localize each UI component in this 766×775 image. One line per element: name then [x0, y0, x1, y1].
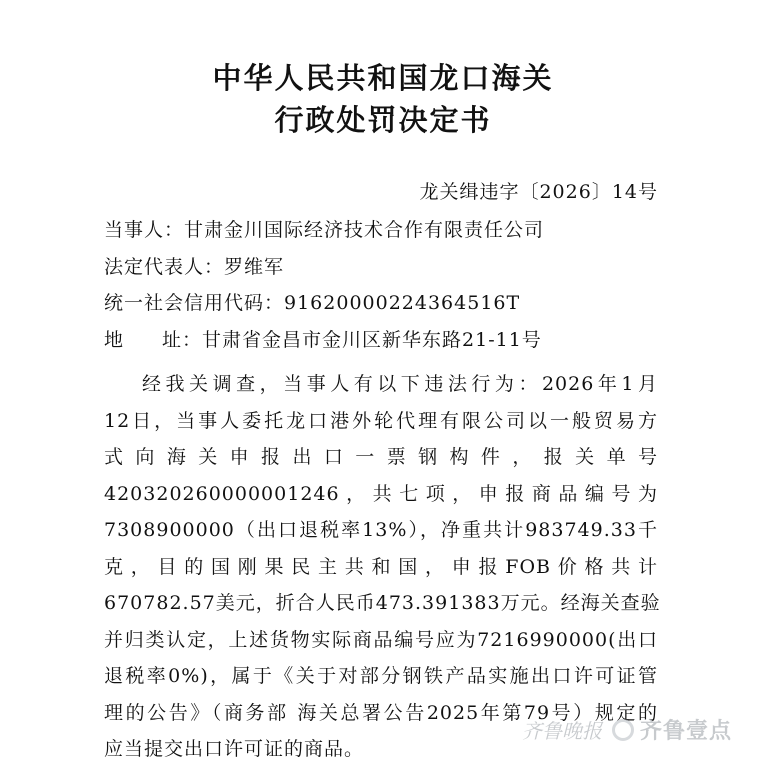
watermark [522, 714, 732, 745]
legal-representative: 法定代表人：罗维军 [104, 256, 285, 278]
watermark-right-text: 齐鲁壹点 [639, 719, 732, 744]
reference-number: 龙关缉违字〔2026〕14号 [419, 181, 658, 203]
address-label-1: 地 [104, 329, 125, 351]
paragraph-line: 克，目的国刚果民主共和国，申报FOB价格共计 [104, 555, 658, 578]
paragraph-line: 并归类认定，上述货物实际商品编号应为7216990000(出口 [104, 628, 658, 651]
paragraph-line: 7308900000（出口退税率13%），净重共计983749.33千 [104, 519, 658, 541]
watermark-left-text: 齐鲁晚报 [521, 719, 602, 743]
address-value: 址：甘肃省金昌市金川区新华东路21-11号 [162, 329, 542, 351]
paragraph-line: 式向海关申报出口一票钢构件，报关单号 [104, 446, 658, 468]
paragraph-line: 退税率0%)，属于《关于对部分钢铁产品实施出口许可证管 [104, 665, 658, 687]
paragraph-line: 经我关调查，当事人有以下违法行为：2026年1月 [142, 373, 658, 395]
paragraph-line: 670782.57美元，折合人民币473.391383万元。经海关查验 [104, 592, 661, 614]
paragraph-line: 理的公告》（商务部 海关总署公告2025年第79号）规定的 [104, 701, 658, 724]
paragraph-line: 应当提交出口许可证的商品。 [104, 738, 365, 760]
watermark-logo-icon [612, 719, 634, 741]
document-subtitle: 行政处罚决定书 [274, 103, 492, 137]
address [104, 325, 542, 355]
credit-code: 统一社会信用代码：91620000224364516T [104, 292, 521, 314]
paragraph-line: 12日，当事人委托龙口港外轮代理有限公司以一般贸易方 [104, 409, 658, 432]
party-name: 当事人：甘肃金川国际经济技术合作有限责任公司 [104, 219, 545, 241]
violation-paragraph [104, 366, 661, 768]
paragraph-line: 420320260000001246，共七项，申报商品编号为 [104, 482, 658, 505]
document-title: 中华人民共和国龙口海关 [212, 61, 554, 95]
